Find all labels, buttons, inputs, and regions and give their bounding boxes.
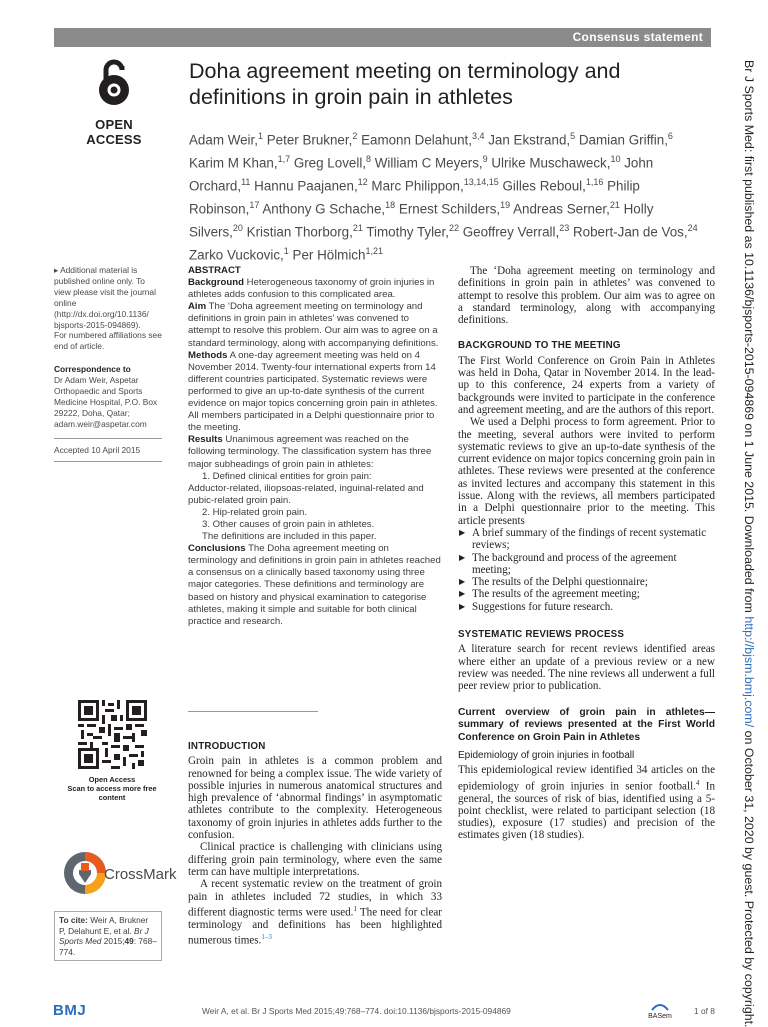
author-name: Zarko Vuckovic, [189, 247, 284, 263]
author-name: Anthony G Schache, [262, 201, 386, 217]
cite-year: 2015; [101, 936, 125, 946]
paragraph: The First World Conference on Groin Pain in Athletes was held in Doha, Qatar in November 2014. In the lead-up to this conference, 24 experts from a variety of backgrounds were invited to participate in the conference and agreement meeting, and are the authors of this report. [458, 354, 715, 416]
qr-caption [60, 775, 164, 802]
affiliation-sup: 2 [352, 131, 358, 141]
affiliation-sup: 21 [609, 199, 620, 210]
section-heading: INTRODUCTION [188, 741, 266, 752]
abstract-text: Adductor-related, iliopsoas-related, inguinal-related and pubic-related groin pain. [188, 482, 424, 506]
abstract-text: 2. Hip-related groin pain. [202, 506, 308, 518]
vertical-download-notice [742, 60, 756, 1027]
open-access-logo [68, 58, 160, 147]
paragraph: We used a Delphi process to form agreement. Prior to the meeting, several authors were invited to perform systematic reviews to give an up-to-date synthesis of the current evidence on major topics concerning groin pain in athletes. These reviews were presented at the conference as invited lectures and accompany this statement in this issue. Along with the reviews, all members participated in a Delphi questionnaire prior to the meeting. This article presents [458, 416, 715, 527]
author-name: Adam Weir, [189, 132, 258, 148]
footer-citation: Weir A, et al. Br J Sports Med 2015;49:768–774. doi:10.1136/bjsports-2015-094869 [202, 1006, 511, 1016]
abstract-label: Conclusions [188, 543, 246, 555]
affiliation-sup: 24 [687, 222, 698, 233]
abstract-label: Methods [188, 349, 228, 361]
correspondence [54, 364, 162, 430]
affiliation-sup: 1,21 [365, 245, 383, 256]
abstract-text: The Doha agreement meeting on terminology and definitions in groin pain in athletes reached a consensus on a clinically based taxonomy using three major categories. These definitions and terminology are based on history and physical examination to categorise athletes, making it simple and suitable for both clinical practice and research. [188, 543, 441, 627]
abstract-text: The definitions are included in this paper. [202, 531, 377, 543]
subsubsection-heading: Epidemiology of groin injuries in football [458, 750, 635, 761]
abstract-text: Unanimous agreement was reached on the following terminology. The classification system has three major subheadings of groin pain in athletes: [188, 434, 432, 470]
bullet-list [458, 527, 715, 613]
bmj-logo: BMJ [53, 1002, 87, 1019]
abstract-text: 1. Defined clinical entities for groin pain: [202, 470, 372, 482]
affiliation-sup: 23 [559, 222, 570, 233]
paragraph-text: The need for clear terminology and definitions has been highlighted numerous times. [188, 906, 442, 947]
affiliation-sup: 12 [357, 176, 368, 187]
affiliation-sup: 8 [366, 153, 372, 164]
qr-caption-title: Open Access [88, 775, 136, 784]
qr-code[interactable] [78, 700, 147, 769]
basem-logo [646, 998, 674, 1020]
correspondence-body: Dr Adam Weir, Aspetar Orthopaedic and Sports Medicine Hospital, P.O. Box 29222, Doha, Qatar; adam.weir@aspetar.com [54, 375, 158, 429]
paragraph-text: This epidemiological review identified 34 articles on the epidemiology of groin injuries in senior football. [458, 764, 715, 793]
author-name: Ulrike Muschaweck, [491, 155, 611, 171]
author-name: Philip Robinson, [189, 178, 640, 217]
right-column [458, 265, 715, 842]
crossmark-label[interactable]: CrossMark [104, 866, 177, 883]
abstract-label: Background [188, 277, 244, 289]
affiliation-sup: 13,14,15 [463, 176, 499, 187]
author-name: Andreas Serner, [513, 201, 610, 217]
affiliation-sup: 5 [570, 131, 576, 141]
author-name: Damian Griffin, [578, 132, 668, 148]
paragraph [458, 764, 715, 841]
banner-label: Consensus statement [572, 30, 703, 44]
bullet-item: ▶ The results of the Delphi questionnaire; [458, 576, 715, 588]
affiliation-sup: 11 [241, 176, 251, 187]
paragraph: A literature search for recent reviews identified areas where either an update of a previous review or a new review was needed. The nine reviews all underwent a full peer review prior to publication. [458, 643, 715, 693]
affiliation-sup: 9 [482, 153, 488, 164]
bullet-item: ▶ Suggestions for future research. [458, 601, 715, 613]
bullet-item: ▶ The results of the agreement meeting; [458, 588, 715, 600]
basem-text: BASem [648, 1013, 672, 1020]
author-name: John Orchard, [189, 155, 654, 194]
affiliation-sup: 1,16 [585, 176, 604, 187]
citation-box [54, 911, 162, 961]
section-banner [54, 28, 711, 47]
author-name: Jan Ekstrand, [488, 132, 571, 148]
author-name: Gilles Reboul, [502, 178, 586, 194]
affiliation-sup: 21 [352, 222, 363, 233]
author-name: Peter Brukner, [266, 132, 353, 148]
author-name: Geoffrey Verrall, [462, 224, 560, 240]
bullet-item: ▶ The background and process of the agreement meeting; [458, 552, 715, 577]
sidebar-divider [54, 461, 162, 462]
author-name: Karim M Khan, [189, 155, 278, 171]
affiliation-sup: 6 [667, 131, 673, 141]
author-name: Holly Silvers, [189, 201, 654, 240]
cite-journal: Br J Sports Med [59, 925, 149, 946]
paragraph-text: A recent systematic review on the treatment of groin pain in athletes included 72 studies, in which 33 different diagnostic terms were used. [188, 878, 442, 919]
affiliation-sup: 19 [500, 199, 511, 210]
vertical-text: on October 31, 2020 by guest. Protected by copyright. [742, 727, 756, 1027]
affiliation-sup: 10 [610, 153, 621, 164]
introduction-section [188, 741, 442, 947]
page-number: 1 of 8 [694, 1006, 715, 1016]
journal-link[interactable]: http://bjsm.bmj.com/ [742, 616, 756, 728]
author-list [189, 127, 709, 265]
cite-pages: : 768–774. [59, 936, 157, 957]
affiliation-sup: 20 [232, 222, 243, 233]
open-lock-icon [94, 58, 134, 108]
author-name: Robert-Jan de Vos, [572, 224, 688, 240]
abstract-text: The ‘Doha agreement meeting on terminology and definitions in groin pain in athletes’ was convened to attempt to resolve this problem. Our aim was to agree on a standard terminology, along with accompanying definitions. [188, 301, 439, 349]
paragraph [188, 878, 442, 947]
affiliation-sup: 1,7 [277, 153, 291, 164]
abstract [188, 265, 441, 628]
affiliation-sup: 22 [448, 222, 459, 233]
reference-sup[interactable]: 1 [353, 904, 357, 913]
affiliations-note: For numbered affiliations see end of article. [54, 330, 162, 351]
affiliation-sup: 17 [249, 199, 260, 210]
affiliation-sup: 1 [257, 131, 263, 141]
author-name: Hannu Paajanen, [254, 178, 358, 194]
author-name: Eamonn Delahunt, [361, 132, 472, 148]
abstract-text: Heterogeneous taxonomy of groin injuries in athletes adds confusion to this complicated area. [188, 277, 435, 301]
paragraph: Groin pain in athletes is a common problem and renowned for being a complex issue. The wide variety of possible injuries in numerous anatomical structures and high prevalence of ‘abnormal findings’ in asymptomatic athletes contribute to the complexity. Heterogeneous taxonomy of groin injuries in athletes adds further to the confusion. [188, 755, 442, 842]
abstract-text: 3. Other causes of groin pain in athletes. [202, 518, 375, 530]
bullet-item: ▶ A brief summary of the findings of recent systematic reviews; [458, 527, 715, 552]
abstract-label: Results [188, 434, 223, 446]
vertical-text: Br J Sports Med: first published as 10.1136/bjsports-2015-094869 on 1 June 2015. Downloaded from [742, 60, 756, 617]
affiliation-sup: 18 [385, 199, 396, 210]
author-name: Ernest Schilders, [398, 201, 501, 217]
author-name: Greg Lovell, [293, 155, 367, 171]
section-heading: BACKGROUND TO THE MEETING [458, 340, 621, 352]
abstract-text: A one-day agreement meeting was held on 4 November 2014. Twenty-four international experts from 14 different countries participated. Systematic reviews were performed to give an up-to-date synthesis of the current evidence on major topics concerning groin pain in athletes. All members participated in a Delphi questionnaire prior to the meeting. [188, 349, 438, 434]
cite-text: Weir A, Brukner P, Delahunt E, et al. [59, 915, 149, 936]
author-name: Kristian Thorborg, [246, 224, 353, 240]
reference-sup[interactable]: 4 [695, 778, 700, 787]
author-name: Per Hölmich [292, 247, 366, 263]
accepted-date: Accepted 10 April 2015 [54, 445, 141, 455]
abstract-heading: ABSTRACT [188, 265, 241, 276]
section-heading: SYSTEMATIC REVIEWS PROCESS [458, 629, 625, 641]
article-title: Doha agreement meeting on terminology and definitions in groin pain in athletes [189, 59, 621, 109]
abstract-label: Aim [188, 301, 207, 313]
author-name: Timothy Tyler, [366, 224, 449, 240]
author-name: William C Meyers, [374, 155, 483, 171]
cite-label: To cite: [59, 915, 88, 925]
qr-caption-text: Scan to access more free content [67, 784, 157, 802]
affiliation-sup: 3,4 [471, 131, 485, 141]
sidebar-divider [54, 438, 162, 439]
additional-material-note: ▸ Additional material is published online only. To view please visit the journal online (http://dx.doi.org/10.1136/ bjsports-2015-094869). [54, 265, 156, 330]
author-name: Marc Philippon, [371, 178, 464, 194]
subsection-heading: Current overview of groin pain in athletes—summary of reviews presented at the First World Conference on Groin Pain in Athletes [458, 706, 715, 743]
open-access-label: OPEN ACCESS [86, 117, 142, 147]
cite-volume: 49 [124, 936, 134, 946]
correspondence-heading: Correspondence to [54, 364, 131, 374]
paragraph: Clinical practice is challenging with clinicians using differing groin pain terminology, where even the same term can have multiple interpretations. [188, 841, 442, 878]
reference-sup[interactable]: 1–3 [261, 933, 272, 942]
affiliation-sup: 1 [283, 245, 289, 256]
abstract-divider [188, 711, 318, 712]
paragraph-text: In general, the sources of risk of bias, identified using a 5-point checklist, were related to participant selection (18 studies), exposure (17 studies) and precision of the estimates given (18 studies). [458, 780, 715, 842]
paragraph: The ‘Doha agreement meeting on terminology and definitions in groin pain in athletes’ was convened to attempt to resolve this problem. Our aim was to agree on a standard terminology, along with accompanying definitions. [458, 265, 715, 327]
